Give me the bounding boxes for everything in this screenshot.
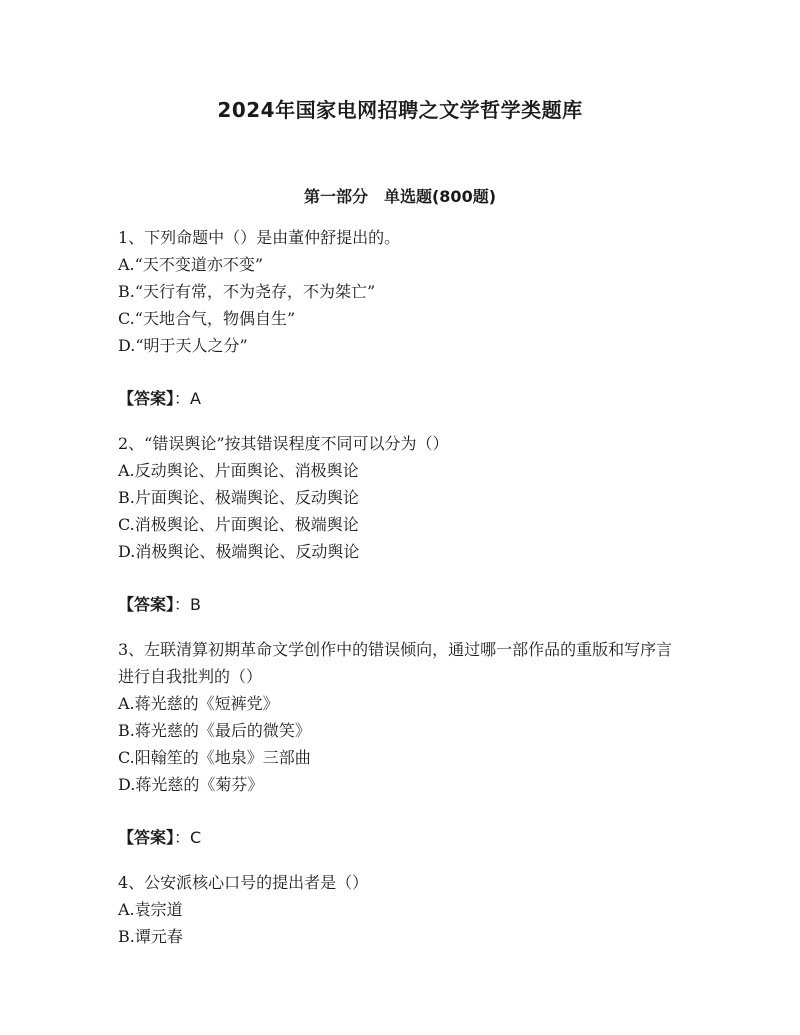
- section-heading: 第一部分 单选题(800题): [303, 187, 497, 206]
- answer-label: 【答案】: [118, 389, 175, 408]
- answer-line: [118, 385, 688, 412]
- answer-label: 【答案】: [118, 828, 175, 847]
- option-d: D.蒋光慈的《菊芬》: [118, 775, 264, 794]
- answer-label: 【答案】: [118, 595, 175, 614]
- option-b: B.“天行有常，不为尧存，不为桀亡”: [118, 282, 376, 301]
- option-a: A.反动舆论、片面舆论、消极舆论: [118, 461, 359, 480]
- question-stem: 3、左联清算初期革命文学创作中的错误倾向，通过哪一部作品的重版和写序言进行自我批判的（）: [118, 640, 673, 686]
- option-a: A.蒋光慈的《短裤党》: [118, 694, 279, 713]
- option-b: B.谭元春: [118, 927, 183, 946]
- question-list: [118, 224, 688, 950]
- answer-value: ：B: [174, 595, 201, 614]
- answer-value: ：C: [174, 828, 202, 847]
- answer-line: [118, 591, 688, 618]
- question-4: [118, 869, 688, 950]
- option-c: C.阳翰笙的《地泉》三部曲: [118, 748, 311, 767]
- option-b: B.片面舆论、极端舆论、反动舆论: [118, 488, 359, 507]
- option-a: A.“天不变道亦不变”: [118, 255, 264, 274]
- question-3: [118, 636, 688, 851]
- option-a: A.袁宗道: [118, 900, 183, 919]
- option-d: D.消极舆论、极端舆论、反动舆论: [118, 542, 360, 561]
- question-stem: 2、“错误舆论”按其错误程度不同可以分为（）: [118, 434, 449, 453]
- option-c: C.“天地合气，物偶自生”: [118, 309, 296, 328]
- question-2: [118, 430, 688, 618]
- question-stem: 4、公安派核心口号的提出者是（）: [118, 873, 369, 892]
- answer-line: [118, 824, 688, 851]
- option-d: D.“明于天人之分”: [118, 336, 248, 355]
- page-title: 2024年国家电网招聘之文学哲学类题库: [217, 98, 583, 122]
- option-c: C.消极舆论、片面舆论、极端舆论: [118, 515, 359, 534]
- answer-value: ：A: [174, 389, 201, 408]
- question-stem: 1、下列命题中（）是由董仲舒提出的。: [118, 228, 401, 247]
- question-1: [118, 224, 688, 412]
- option-b: B.蒋光慈的《最后的微笑》: [118, 721, 311, 740]
